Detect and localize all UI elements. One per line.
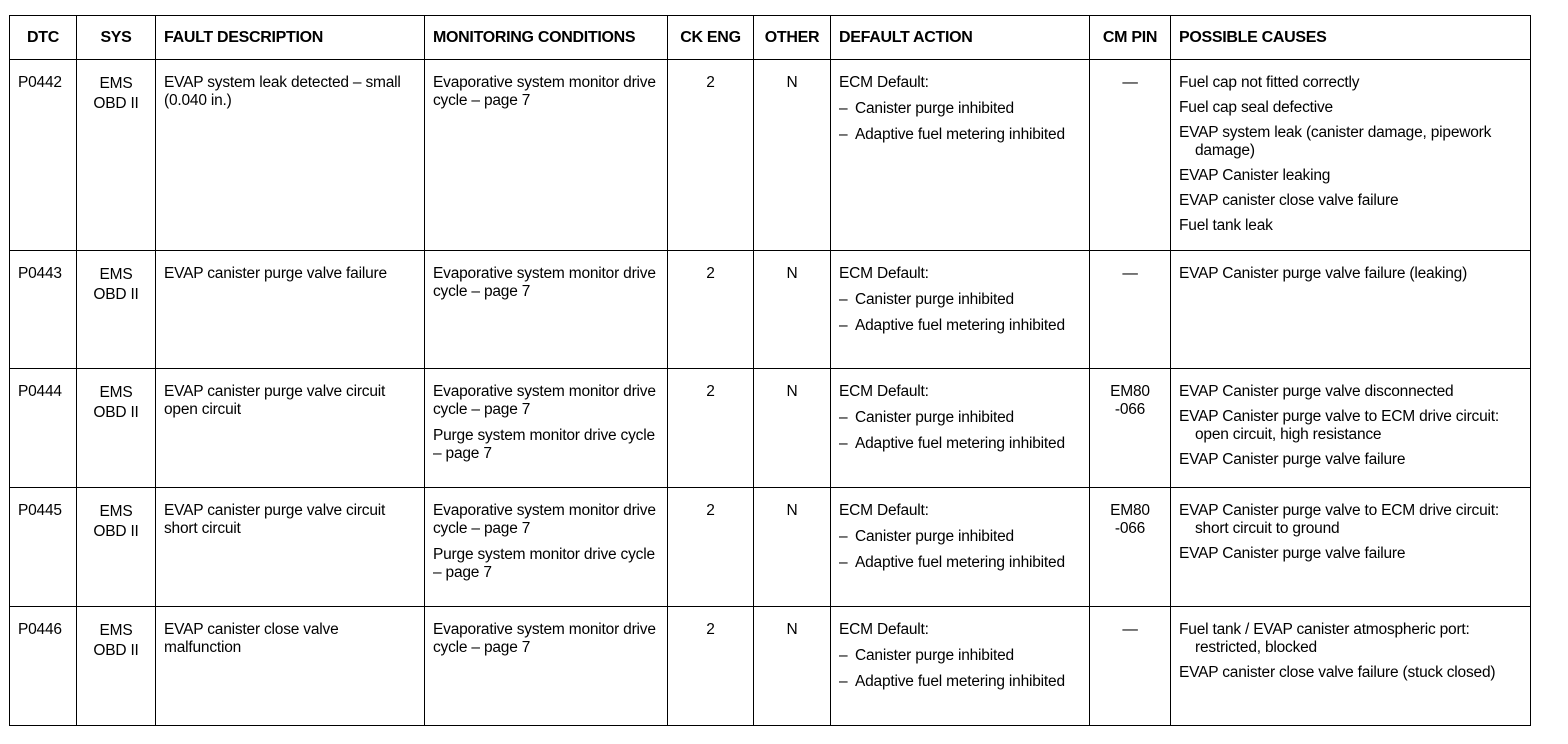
cell-fault-description: EVAP canister purge valve failure: [156, 251, 425, 369]
possible-cause: EVAP Canister purge valve failure (leaking): [1179, 265, 1468, 282]
cell-cm-pin: [1090, 488, 1171, 607]
cell-ck-eng: 2: [668, 369, 754, 488]
cell-fault-description: EVAP canister purge valve circuit short circuit: [156, 488, 425, 607]
cell-other: N: [754, 488, 831, 607]
header-dtc: DTC: [10, 16, 77, 60]
sys-line: EMS: [99, 503, 133, 520]
default-action-item: [839, 528, 1083, 546]
default-action-item: [839, 126, 1083, 144]
default-action-text: Canister purge inhibited: [855, 528, 1014, 545]
default-action-title: ECM Default:: [839, 383, 929, 400]
dash-marker: –: [839, 100, 848, 117]
sys-line: OBD II: [93, 95, 139, 112]
cell-ck-eng: 2: [668, 607, 754, 726]
sys-line: EMS: [99, 75, 133, 92]
monitoring-item: Evaporative system monitor drive cycle – page 7: [433, 74, 656, 109]
default-action-item: [839, 409, 1083, 427]
default-action-text: Canister purge inhibited: [855, 647, 1014, 664]
default-action-text: Adaptive fuel metering inhibited: [855, 126, 1065, 143]
default-action-title: ECM Default:: [839, 502, 929, 519]
cell-default-action: [831, 488, 1090, 607]
dash-marker: –: [839, 554, 848, 571]
dash-marker: –: [839, 291, 848, 308]
cell-cm-pin: [1090, 251, 1171, 369]
pin-line: —: [1122, 265, 1138, 282]
possible-cause: EVAP Canister purge valve failure: [1179, 451, 1406, 468]
cell-possible-causes: [1171, 60, 1531, 251]
dash-marker: –: [839, 647, 848, 664]
possible-cause: EVAP Canister purge valve to ECM drive circuit: open circuit, high resistance: [1179, 408, 1499, 443]
default-action-item: [839, 291, 1083, 309]
possible-cause: Fuel tank leak: [1179, 217, 1273, 234]
sys-line: OBD II: [93, 642, 139, 659]
monitoring-item: Evaporative system monitor drive cycle – page 7: [433, 265, 656, 300]
possible-cause: Fuel tank / EVAP canister atmospheric port: restricted, blocked: [1179, 621, 1470, 656]
header-sys: SYS: [77, 16, 156, 60]
default-action-text: Adaptive fuel metering inhibited: [855, 554, 1065, 571]
header-default-action: DEFAULT ACTION: [831, 16, 1090, 60]
default-action-text: Adaptive fuel metering inhibited: [855, 673, 1065, 690]
cell-fault-description: EVAP canister close valve malfunction: [156, 607, 425, 726]
cell-dtc: P0442: [10, 60, 77, 251]
cell-fault-description: EVAP canister purge valve circuit open circuit: [156, 369, 425, 488]
cell-possible-causes: [1171, 251, 1531, 369]
sys-line: EMS: [99, 384, 133, 401]
cell-other: N: [754, 60, 831, 251]
monitoring-item: Purge system monitor drive cycle – page 7: [433, 546, 655, 581]
table-row: [10, 488, 1531, 607]
default-action-text: Canister purge inhibited: [855, 100, 1014, 117]
pin-line: -066: [1114, 520, 1146, 537]
dash-marker: –: [839, 673, 848, 690]
header-row: [10, 16, 1531, 60]
default-action-text: Adaptive fuel metering inhibited: [855, 435, 1065, 452]
cell-sys: [77, 607, 156, 726]
pin-line: EM80: [1110, 502, 1150, 519]
default-action-item: [839, 100, 1083, 118]
cell-cm-pin: [1090, 60, 1171, 251]
table-row: [10, 251, 1531, 369]
cell-other: N: [754, 369, 831, 488]
dtc-table: [9, 15, 1531, 726]
table-row: [10, 369, 1531, 488]
cell-ck-eng: 2: [668, 488, 754, 607]
cell-possible-causes: [1171, 369, 1531, 488]
pin-line: EM80: [1110, 383, 1150, 400]
cell-monitoring-conditions: [425, 607, 668, 726]
possible-cause: EVAP canister close valve failure (stuck closed): [1179, 664, 1496, 681]
cell-possible-causes: [1171, 488, 1531, 607]
cell-dtc: P0443: [10, 251, 77, 369]
monitoring-item: Evaporative system monitor drive cycle – page 7: [433, 502, 656, 537]
cell-monitoring-conditions: [425, 60, 668, 251]
default-action-item: [839, 673, 1083, 691]
cell-possible-causes: [1171, 607, 1531, 726]
sys-line: EMS: [99, 622, 133, 639]
pin-line: —: [1122, 621, 1138, 638]
sys-line: EMS: [99, 266, 133, 283]
pin-line: -066: [1114, 401, 1146, 418]
cell-other: N: [754, 251, 831, 369]
default-action-title: ECM Default:: [839, 621, 929, 638]
header-fault-description: FAULT DESCRIPTION: [156, 16, 425, 60]
cell-cm-pin: [1090, 607, 1171, 726]
dash-marker: –: [839, 528, 848, 545]
monitoring-item: Evaporative system monitor drive cycle – page 7: [433, 383, 656, 418]
cell-dtc: P0446: [10, 607, 77, 726]
cell-ck-eng: 2: [668, 251, 754, 369]
cell-monitoring-conditions: [425, 369, 668, 488]
default-action-item: [839, 435, 1083, 453]
dash-marker: –: [839, 126, 848, 143]
cell-default-action: [831, 369, 1090, 488]
table-row: [10, 607, 1531, 726]
header-possible-causes: POSSIBLE CAUSES: [1171, 16, 1531, 60]
cell-monitoring-conditions: [425, 251, 668, 369]
possible-cause: Fuel cap not fitted correctly: [1179, 74, 1360, 91]
cell-dtc: P0445: [10, 488, 77, 607]
cell-sys: [77, 251, 156, 369]
cell-monitoring-conditions: [425, 488, 668, 607]
default-action-item: [839, 647, 1083, 665]
possible-cause: EVAP Canister purge valve failure: [1179, 545, 1406, 562]
cell-sys: [77, 488, 156, 607]
cell-cm-pin: [1090, 369, 1171, 488]
cell-dtc: P0444: [10, 369, 77, 488]
possible-cause: EVAP Canister purge valve disconnected: [1179, 383, 1454, 400]
cell-default-action: [831, 251, 1090, 369]
cell-sys: [77, 369, 156, 488]
dash-marker: –: [839, 435, 848, 452]
header-cm-pin: CM PIN: [1090, 16, 1171, 60]
header-ck-eng: CK ENG: [668, 16, 754, 60]
header-monitoring-conditions: MONITORING CONDITIONS: [425, 16, 668, 60]
default-action-text: Adaptive fuel metering inhibited: [855, 317, 1065, 334]
header-other: OTHER: [754, 16, 831, 60]
dash-marker: –: [839, 317, 848, 334]
possible-cause: Fuel cap seal defective: [1179, 99, 1333, 116]
default-action-text: Canister purge inhibited: [855, 291, 1014, 308]
cell-sys: [77, 60, 156, 251]
default-action-title: ECM Default:: [839, 265, 929, 282]
cell-fault-description: EVAP system leak detected – small (0.040 in.): [156, 60, 425, 251]
sys-line: OBD II: [93, 286, 139, 303]
possible-cause: EVAP Canister leaking: [1179, 167, 1331, 184]
monitoring-item: Evaporative system monitor drive cycle – page 7: [433, 621, 656, 656]
default-action-title: ECM Default:: [839, 74, 929, 91]
default-action-item: [839, 317, 1083, 335]
dash-marker: –: [839, 409, 848, 426]
monitoring-item: Purge system monitor drive cycle – page 7: [433, 427, 655, 462]
possible-cause: EVAP canister close valve failure: [1179, 192, 1399, 209]
sys-line: OBD II: [93, 404, 139, 421]
cell-default-action: [831, 607, 1090, 726]
cell-default-action: [831, 60, 1090, 251]
possible-cause: EVAP Canister purge valve to ECM drive circuit: short circuit to ground: [1179, 502, 1499, 537]
cell-ck-eng: 2: [668, 60, 754, 251]
pin-line: —: [1122, 74, 1138, 91]
default-action-item: [839, 554, 1083, 572]
sys-line: OBD II: [93, 523, 139, 540]
cell-other: N: [754, 607, 831, 726]
possible-cause: EVAP system leak (canister damage, pipework damage): [1179, 124, 1492, 159]
default-action-text: Canister purge inhibited: [855, 409, 1014, 426]
table-row: [10, 60, 1531, 251]
